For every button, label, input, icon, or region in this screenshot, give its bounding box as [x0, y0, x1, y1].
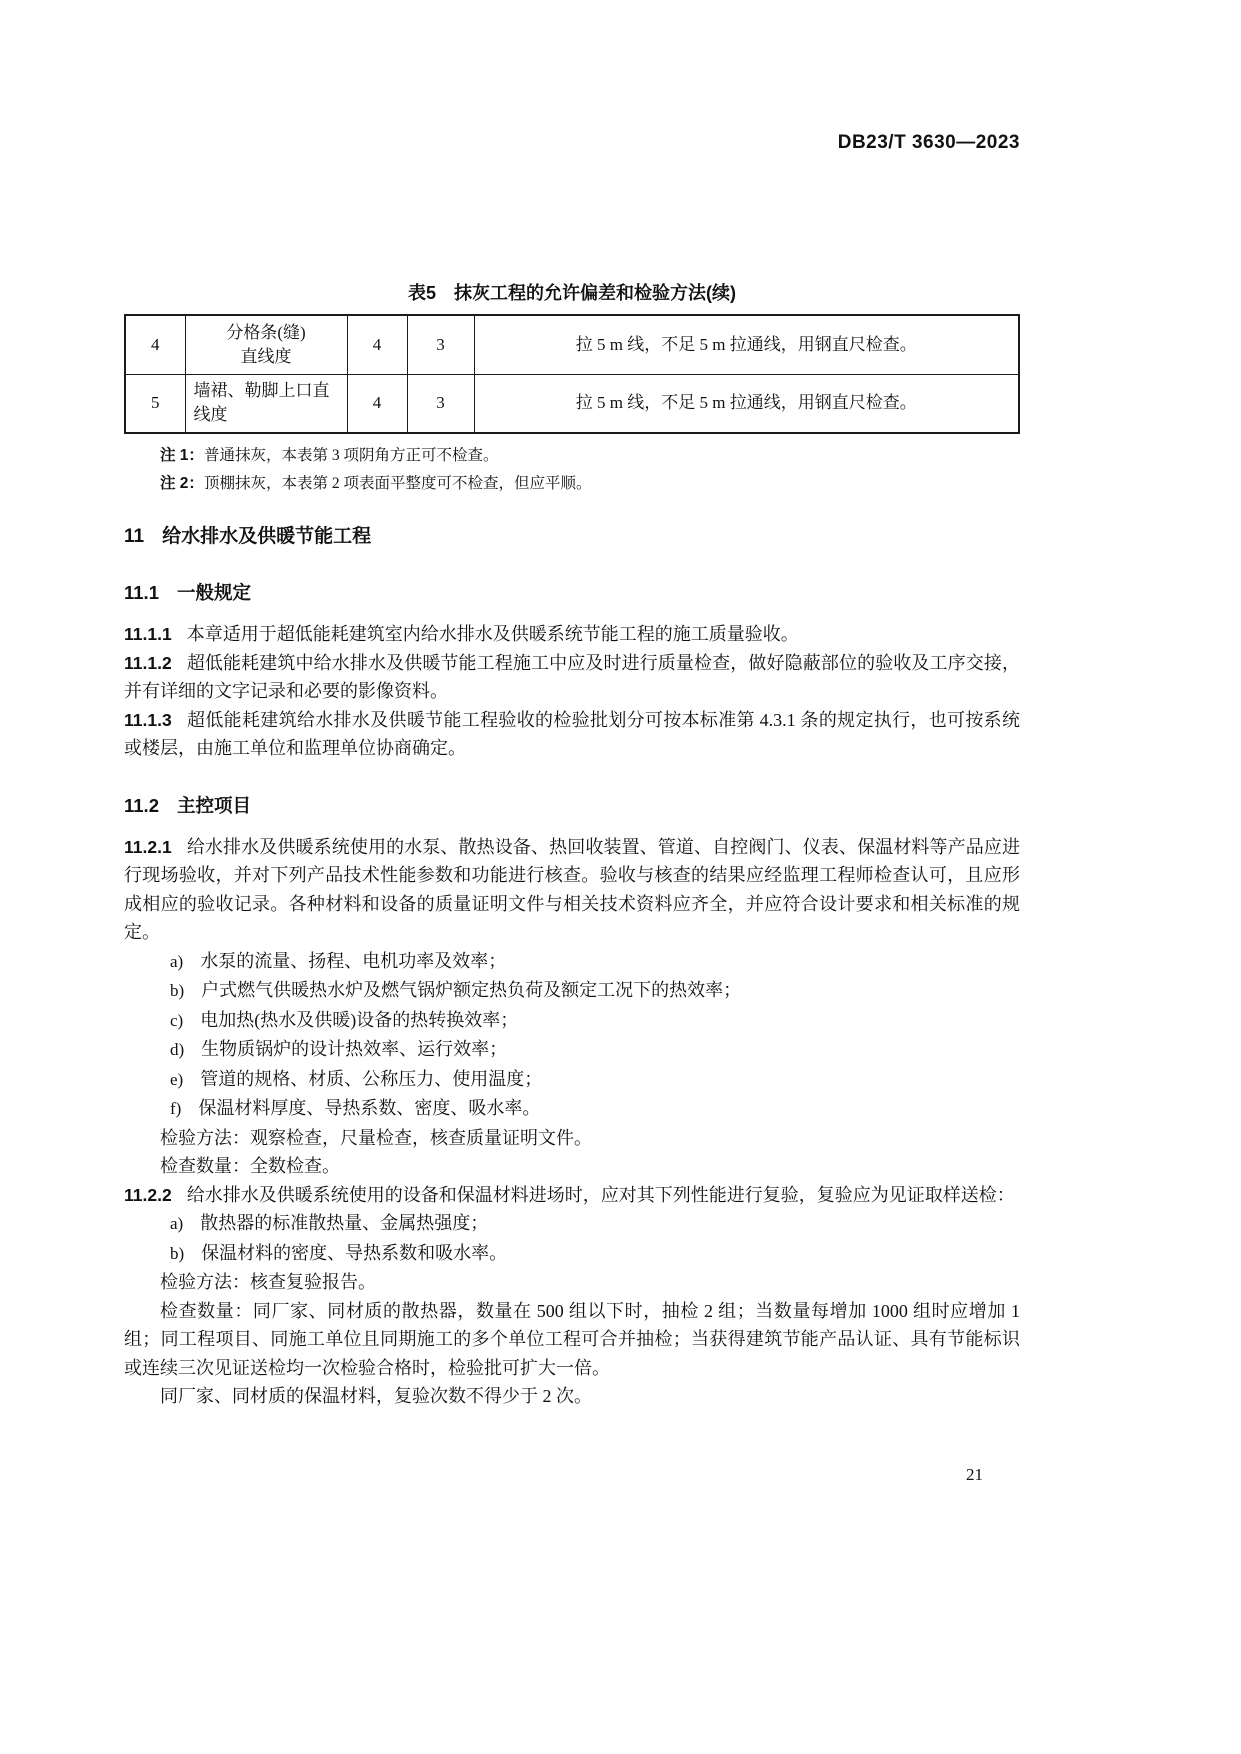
table-row: [125, 374, 1019, 433]
inspection-method: 检验方法：核查复验报告。: [160, 1272, 376, 1292]
list-text: 保温材料的密度、导热系数和吸水率。: [201, 1242, 508, 1263]
list-item-c: [124, 1006, 1020, 1036]
list-marker: c): [170, 1010, 184, 1030]
list-text: 户式燃气供暖热水炉及燃气锅炉额定热负荷及额定工况下的热效率；: [201, 980, 742, 1000]
chapter-title: 给水排水及供暖节能工程: [162, 526, 372, 547]
list-marker: b): [170, 1243, 185, 1263]
seq-cell: 5: [125, 374, 185, 433]
inspection-quantity: 检查数量：全数检查。: [160, 1156, 340, 1176]
list-marker: a): [170, 951, 184, 971]
list-text: 管道的规格、材质、公称压力、使用温度；: [200, 1068, 543, 1089]
table-notes: [124, 442, 1020, 498]
clause-11-1-1: [124, 620, 1020, 649]
table5: [124, 314, 1020, 434]
page-number: 21: [966, 1465, 983, 1484]
clause-number: 11.1.3: [124, 709, 172, 730]
section-title: 一般规定: [177, 582, 252, 603]
chapter-heading: [124, 524, 1020, 550]
list-item-b: [124, 1239, 1020, 1269]
note-text: 普通抹灰，本表第 3 项阴角方正可不检查。: [203, 447, 499, 464]
clause-11-1-3: [124, 706, 1020, 763]
clause-text: 超低能耗建筑中给水排水及供暖节能工程施工中应及时进行质量检查，做好隐蔽部位的验收及工序交接，并有详细的文字记录和必要的影像资料。: [124, 652, 1020, 701]
list-item-b: [124, 976, 1020, 1006]
note-text: 顶棚抹灰，本表第 2 项表面平整度可不检查，但应平顺。: [203, 475, 592, 492]
note-label: 注 1：: [160, 447, 204, 464]
extra-requirement: 同厂家、同材质的保温材料，复验次数不得少于 2 次。: [160, 1386, 592, 1406]
clause-text: 给水排水及供暖系统使用的水泵、散热设备、热回收装置、管道、自控阀门、仪表、保温材料等产品应进行现场验收，并对下列产品技术性能参数和功能进行核查。验收与核查的结果应经监理工程师检查认可，且应形成相应的验收记录。各种材料和设备的质量证明文件与相关技术资料应齐全，并应符合设计要求和相关标准的规定。: [124, 836, 1020, 942]
list-item-e: [124, 1065, 1020, 1095]
list-text: 电加热(热水及供暖)设备的热转换效率；: [200, 1009, 519, 1030]
section-number: 11.1: [124, 582, 159, 603]
standard-number: DB23/T 3630—2023: [837, 132, 1020, 153]
tolerance-cell: 4: [347, 315, 407, 374]
seq-cell: 4: [125, 315, 185, 374]
clause-11-1-2: [124, 649, 1020, 706]
list-marker: b): [170, 981, 185, 1000]
clause-number: 11.1.1: [124, 624, 172, 644]
tolerance-cell: 3: [407, 315, 474, 374]
list-item-f: [124, 1094, 1020, 1124]
table-row: [125, 315, 1019, 374]
tolerance-cell: 3: [407, 374, 474, 433]
list-text: 水泵的流量、扬程、电机功率及效率；: [200, 950, 507, 971]
list-text: 生物质锅炉的设计热效率、运行效率；: [201, 1039, 508, 1059]
section-heading-11-2: [124, 793, 1020, 818]
section-number: 11.2: [124, 794, 159, 816]
list-item-a: [124, 1209, 1020, 1239]
clause-11-2-2: [124, 1181, 1020, 1210]
clause-number: 11.1.2: [124, 652, 172, 673]
tolerance-cell: 4: [347, 374, 407, 433]
list-marker: a): [170, 1214, 184, 1233]
table5-title: 表5 抹灰工程的允许偏差和检验方法(续): [408, 283, 736, 303]
method-cell: 拉 5 m 线，不足 5 m 拉通线，用钢直尺检查。: [474, 315, 1019, 374]
table-note-2: [160, 470, 1020, 498]
list-marker: d): [170, 1040, 185, 1059]
section-title: 主控项目: [177, 794, 252, 816]
clause-text: 超低能耗建筑给水排水及供暖节能工程验收的检验批划分可按本标准第 4.3.1 条的规定执行，也可按系统或楼层，由施工单位和监理单位协商确定。: [124, 709, 1020, 758]
list-text: 散热器的标准散热量、金属热强度；: [200, 1213, 489, 1233]
list-item-d: [124, 1035, 1020, 1065]
item-cell: [185, 315, 347, 374]
clause-number: 11.2.1: [124, 836, 172, 857]
page-content: [124, 0, 1020, 1411]
list-marker: f): [170, 1099, 182, 1118]
clause-11-2-1: [124, 833, 1020, 947]
method-cell: 拉 5 m 线，不足 5 m 拉通线，用钢直尺检查。: [474, 374, 1019, 433]
item-cell: 墙裙、勒脚上口直线度: [185, 374, 347, 433]
list-text: 保温材料厚度、导热系数、密度、吸水率。: [198, 1098, 541, 1118]
chapter-number: 11: [124, 526, 145, 547]
clause-number: 11.2.2: [124, 1184, 172, 1205]
list-item-a: [124, 947, 1020, 977]
list-marker: e): [170, 1069, 184, 1089]
item-line: 分格条(缝): [226, 322, 306, 342]
inspection-method: 检验方法：观察检查，尺量检查，核查质量证明文件。: [160, 1127, 592, 1148]
item-line: 直线度: [240, 346, 292, 366]
table-note-1: [160, 442, 1020, 470]
note-label: 注 2：: [160, 475, 204, 492]
clause-text: 本章适用于超低能耗建筑室内给水排水及供暖系统节能工程的施工质量验收。: [186, 624, 799, 644]
section-heading-11-1: [124, 580, 1020, 605]
inspection-quantity: 检查数量：同厂家、同材质的散热器，数量在 500 组以下时，抽检 2 组；当数量每增加 1000 组时应增加 1 组；同工程项目、同施工单位且同期施工的多个单位工程可合并抽检；当获得建筑节能产品认证、具有节能标识或连续三次见证送检均一次检验合格时，检验批可扩大一倍。: [124, 1300, 1020, 1378]
clause-text: 给水排水及供暖系统使用的设备和保温材料进场时，应对其下列性能进行复验，复验应为见证取样送检：: [186, 1184, 1015, 1205]
